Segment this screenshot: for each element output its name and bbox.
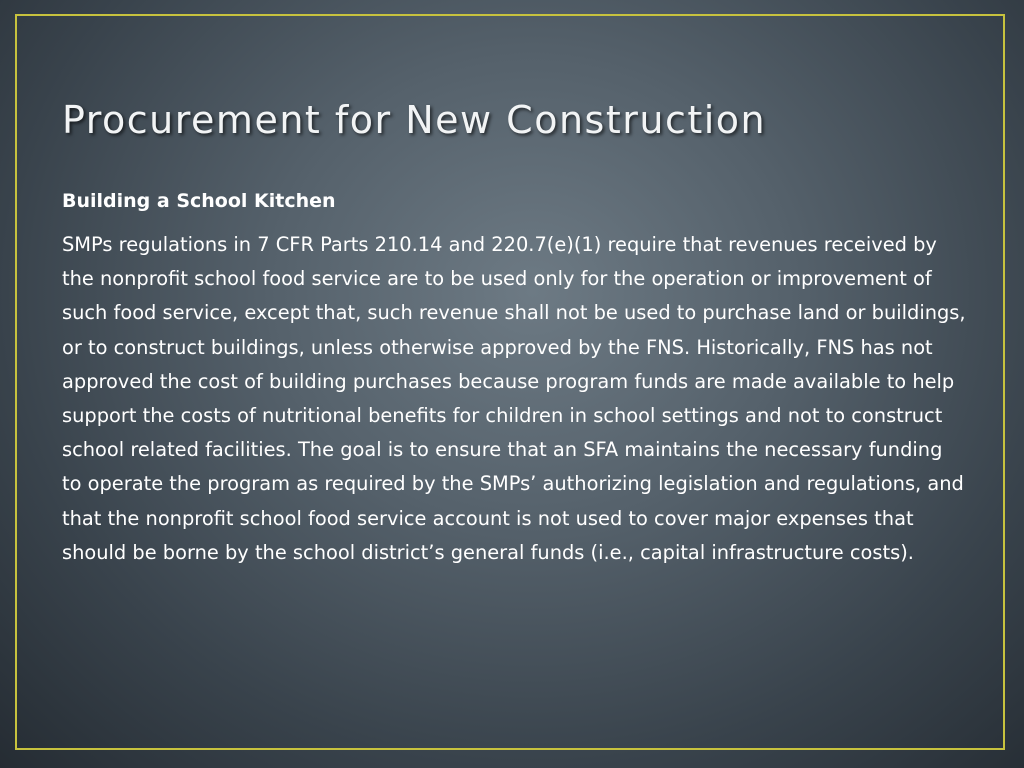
slide-title: Procurement for New Construction — [62, 98, 767, 142]
slide-subtitle: Building a School Kitchen — [62, 190, 336, 212]
slide-body-paragraph: SMPs regulations in 7 CFR Parts 210.14 and 220.7(e)(1) require that revenues received by the nonprofit school food service are to be used only for the operation or improvement of such food service, except that, such revenue shall not be used to purchase land or buildings, or to construct buildings, unless otherwise approved by the FNS. Historically, FNS has not approved the cost of building purchases because program funds are made available to help support the costs of nutritional benefits for children in school settings and not to construct school related facilities. The goal is to ensure that an SFA maintains the necessary funding to operate the program as required by the SMPs’ authorizing legislation and regulations, and that the nonprofit school food service account is not used to cover major expenses that should be borne by the school district’s general funds (i.e., capital infrastructure costs). — [62, 233, 966, 564]
